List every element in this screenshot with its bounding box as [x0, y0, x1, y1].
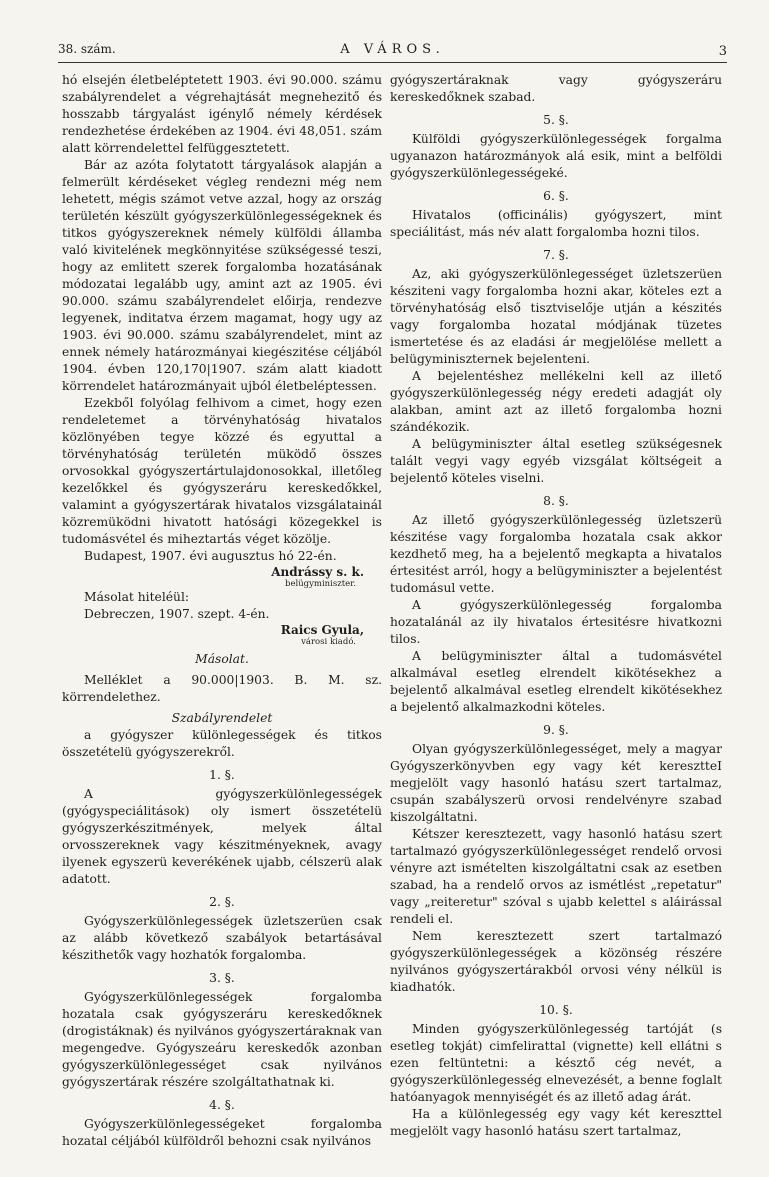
paragraph: A gyógyszerkülönlegességek (gyógyspeciálitások) oly ismert összetételü gyógyszerkészitmények, melyek által orvosszereknek vagy készitményeknek, avagy ilyenek egyszerü keverékének ujabb, célszerü alak adatott. [62, 787, 382, 886]
paragraph: Gyógyszerkülönlegességek üzletszerüen csak az alább következő szabályok betartásával készithetők vagy hozhatók forgalomba. [62, 914, 382, 962]
right-column [390, 72, 722, 1140]
paragraph: A belügyminiszter által esetleg szükségesnek talált vegyi vagy egyéb vizsgálat költségeit a bejelentő köteles viselni. [390, 437, 722, 485]
left-column [62, 72, 382, 1150]
section-heading: 6. §. [543, 189, 569, 203]
page-header [58, 40, 727, 63]
signer-title: belügyminiszter. [285, 579, 356, 589]
section-heading: 10. §. [539, 1003, 573, 1017]
signer-name: Andrássy s. k. [271, 565, 364, 579]
paragraph: Minden gyógyszerkülönlegesség tartóját (s esetleg tokját) cimfelirattal (vignette) kell ellátni s ezen feltüntetni: a késztő cég nevét, a gyógyszerkülönlegesség elnevezését, a benne foglalt hatóanyagok mennyiségét és az illető adag árát. [390, 1022, 722, 1104]
place-date: Debreczen, 1907. szept. 4-én. [84, 607, 270, 621]
issue-number: 38. szám. [58, 42, 116, 56]
regulation-subtitle: a gyógyszer különlegességek és titkos összetételü gyógyszerekről. [62, 728, 382, 759]
paragraph: Olyan gyógyszerkülönlegességet, mely a magyar Gyógyszerkönyvben egy vagy két keresztteI megjelölt vagy hasonló hatásu szert tartalmaz, csupán szabályszerü orvosi rendelvényre szabad kiszolgáltatni. [390, 742, 722, 824]
paragraph: Bár az azóta folytatott tárgyalások alapján a felmerült kérdéseket végleg rendezni még nem lehetett, mégis számot vetve azzal, hogy az ország területén készült gyógyszerkülönlegességeknek és titkos gyógyszereknek némely külföldi államba való kivitelének megkönnyitése szükségessé teszi, hogy az emlitett szerek forgalomba hozatásának módozatai legalább ugy, amint azt az 1905. évi 90.000. számu szabályrendelet előirja, rendezve legyenek, inditatva érzem magamat, hogy ugy az 1903. évi 90.000. számu szabályrendelet, mint az ennek némely határozmányai kiegészitése céljából 1904. évben 120,170|1907. szám alatt kiadott körrendelet határozmányait ujból életbeléptessen. [62, 158, 382, 393]
section-heading: 4. §. [209, 1098, 235, 1112]
paragraph: Hivatalos (officinális) gyógyszert, mint speciálitást, más név alatt forgalomba hozni tilos. [390, 208, 722, 239]
attachment-note: Melléklet a 90.000|1903. B. M. sz. körrendelethez. [62, 673, 382, 704]
paragraph: Kétszer keresztezett, vagy hasonló hatásu szert tartalmazó gyógyszerkülönlegességet rendelő orvosi vényre azt ismételten kiszolgáltatni csak az esetben szabad, ha a rendelő orvos az ismétlést „repetatur" vagy „reiteretur" szóval s ujabb kelettel s aláirással rendeli el. [390, 827, 722, 926]
section-heading: 3. §. [209, 971, 235, 985]
paragraph: Gyógyszerkülönlegességeket forgalomba hozatal céljából külföldről behozni csak nyilvános [62, 1117, 382, 1148]
paragraph: Az, aki gyógyszerkülönlegességet üzletszerüen késziteni vagy forgalomba hozni akar, köteles ezt a törvényhatóság első tisztviselője utján a készités vagy forgalomba hozatal módjának tüzetes ismertetése és az eladási ár megjelölése mellett a belügyminiszternek bejelenteni. [390, 267, 722, 366]
section-heading: 7. §. [543, 248, 569, 262]
paragraph: hó elsején életbeléptetett 1903. évi 90.000. számu szabályrendelet a végrehajtását megnehezitő és hosszabb tárgyalást igénylő némely kérdések rendezhetése érdekében az 1904. évi 48,051. szám alatt körrendelettel felfüggesztetett. [62, 73, 382, 155]
paragraph: Az illető gyógyszerkülönlegesség üzletszerü készitése vagy forgalomba hozatala csak akkor kezdhető meg, ha a bejelentő megkapta a hivatalos értesitést arról, hogy a belügyminiszter a bejelentést tudomásul vette. [390, 513, 722, 595]
paragraph: Ha a különlegesség egy vagy két kereszttel megjelölt vagy hasonló hatásu szert tartalmaz, [390, 1107, 722, 1138]
paragraph: Nem keresztezett szert tartalmazó gyógyszerkülönlegességek a közönség részére nyilvános gyógyszertárakból orvosi vény nélkül is kiadhatók. [390, 929, 722, 994]
signer-name: Raics Gyula, [280, 623, 364, 637]
copy-label: Másolat. [195, 652, 249, 666]
paragraph: Gyógyszerkülönlegességek forgalomba hozatala csak gyógyszeráru kereskedőknek (drogistáknak) és nyilvános gyógyszertáraknak van megengedve. Gyógyszeáru kereskedők azonban gyógyszerkülönlegességet csak nyilvános gyógyszertárak részére szolgáltathatnak ki. [62, 990, 382, 1089]
section-heading: 5. §. [543, 113, 569, 127]
paragraph: gyógyszertáraknak vagy gyógyszeráru kereskedőknek szabad. [390, 73, 722, 104]
paragraph: A belügyminiszter által a tudomásvétel alkalmával esetleg elrendelt kikötésekhez a bejelentő alkalmával esetleg elrendelt kikötésekhez a bejelentő alkalmazkodni köteles. [390, 649, 722, 714]
place-date: Budapest, 1907. évi augusztus hó 22-én. [84, 549, 337, 563]
signer-title: városi kiadó. [301, 637, 356, 647]
paragraph: Ezekből folyólag felhivom a cimet, hogy ezen rendeletemet a törvényhatóság hivatalos közlönyében tegye közzé és egyuttal a törvényhatóság területén müködő összes orvosokkal gyógyszertártulajdonosokkal, illetőleg kezelőkkel és gyógyszeráru kereskedőkkel, valamint a gyógyszertárak hivatalos vizsgálatainál közremüködni hivatott hatósági közegekkel is tudomásvétel és miheztartás véget közölje. [62, 396, 382, 546]
section-heading: 2. §. [209, 895, 235, 909]
section-heading: 9. §. [543, 723, 569, 737]
journal-title: A VÁROS. [340, 42, 445, 57]
paragraph: A bejelentéshez mellékelni kell az illető gyógyszerkülönlegesség négy eredeti adagját oly alakban, amint azt az illető forgalomba hozni szándékozik. [390, 369, 722, 434]
section-heading: 8. §. [543, 494, 569, 508]
regulation-title: Szabályrendelet [171, 711, 273, 725]
page-number: 3 [718, 44, 727, 59]
section-heading: 1. §. [209, 768, 235, 782]
paragraph: Külföldi gyógyszerkülönlegességek forgalma ugyanazon határozmányok alá esik, mint a belföldi gyógyszerkülönlegességeké. [390, 132, 722, 180]
paragraph: A gyógyszerkülönlegesség forgalomba hozatalánál az ily hivatalos értesitésre hivatkozni tilos. [390, 598, 722, 646]
copy-certified: Másolat hiteléül: [84, 590, 190, 604]
